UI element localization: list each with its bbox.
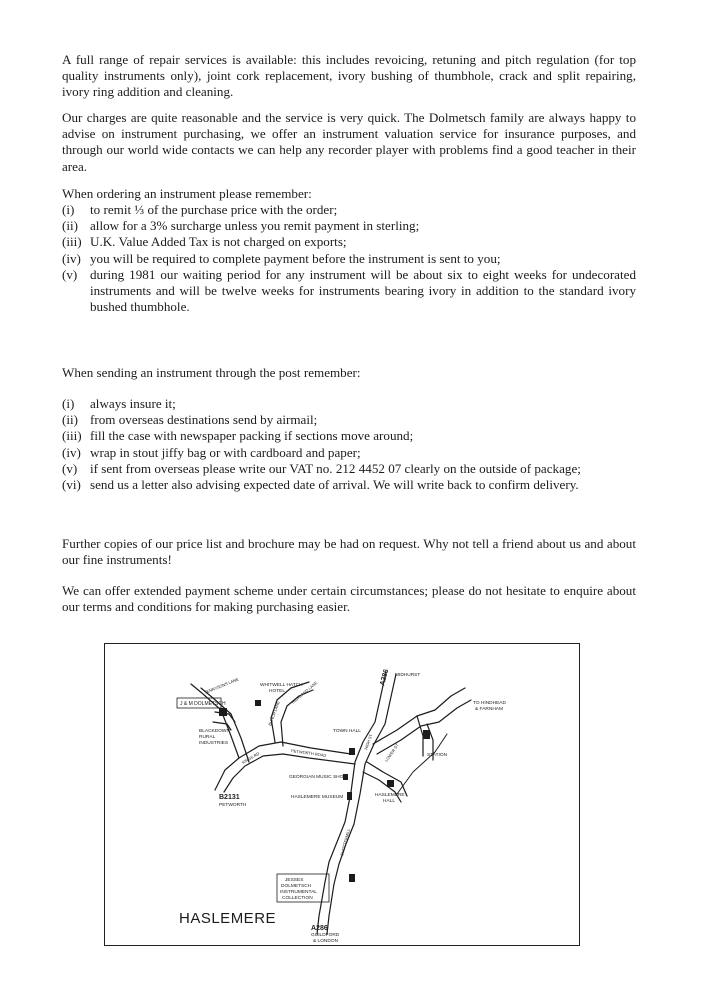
list-item: (iv) wrap in stout jiffy bag or with cardboard and paper; bbox=[62, 444, 361, 460]
map-drawing bbox=[105, 644, 581, 947]
charges-paragraph: Our charges are quite reasonable and the service is very quick. The Dolmetsch family are always happy to advise on instrument purchasing, we offer an instrument valuation service for insurance purposes, and through our world wide contacts we can help any recorder player with problems find a good teacher in their area. bbox=[62, 110, 636, 174]
list-item: (iii) U.K. Value Added Tax is not charged on exports; bbox=[62, 234, 347, 250]
hindhead-label: TO HINDHEAD bbox=[473, 701, 506, 706]
petworth-road-label: PETWORTH ROAD bbox=[290, 748, 327, 758]
whitwell-hatch-marker bbox=[255, 700, 261, 706]
hall-marker bbox=[387, 780, 394, 787]
kings-road-label: KINGS RD bbox=[241, 750, 261, 765]
midhurst-label: MIDHURST bbox=[395, 673, 421, 678]
ordering-heading: When ordering an instrument please remember: bbox=[62, 186, 312, 201]
copies-paragraph: Further copies of our price list and brochure may be had on request. Why not tell a friend about us and about our fine instruments! bbox=[62, 536, 636, 568]
guildford-label-line2: & LONDON bbox=[313, 939, 339, 944]
list-item: (i) always insure it; bbox=[62, 396, 176, 411]
whitwell-label: WHITWELL HATCH bbox=[260, 683, 303, 688]
jesses-label-line3: INSTRUMENTAL bbox=[280, 890, 317, 895]
list-item: (iii) fill the case with newspaper packing if sections move around; bbox=[62, 428, 414, 444]
repairs-paragraph: A full range of repair services is available: this includes revoicing, retuning and pitch regulation (for top quality instruments only), joint cork replacement, ivory bushing of thumbhole, crack and split repairing, ivory ring addition and cleaning. bbox=[62, 52, 636, 100]
ordering-list bbox=[62, 202, 636, 315]
station-label: STATION bbox=[427, 753, 448, 758]
blackdown-label: BLACKDOWN bbox=[199, 729, 230, 734]
georgian-music-shop-label: GEORGIAN MUSIC SHOP bbox=[289, 775, 347, 780]
town-hall-marker bbox=[349, 748, 355, 755]
station-marker bbox=[423, 730, 430, 739]
payment-paragraph: We can offer extended payment scheme under certain circumstances; please do not hesitate to enquire about our terms and conditions for making purchasing easier. bbox=[62, 583, 636, 615]
list-item: (v) if sent from overseas please write our VAT no. 212 4452 07 clearly on the outside of package; bbox=[62, 460, 581, 476]
museum-marker bbox=[347, 792, 352, 800]
haslemere-hall-label: HASLEMERE bbox=[375, 793, 405, 798]
jesses-label-line4: COLLECTION bbox=[282, 896, 313, 901]
high-street-label: HIGH ST bbox=[363, 733, 374, 751]
list-item: (ii) from overseas destinations send by airmail; bbox=[62, 412, 318, 428]
a286-south-label: A286 bbox=[311, 925, 328, 932]
blackdown-label-line2: RURAL bbox=[199, 735, 216, 740]
jesses-collection-marker bbox=[349, 874, 355, 882]
guildford-label: GUILDFORD bbox=[311, 933, 340, 938]
map-title: HASLEMERE bbox=[179, 910, 277, 927]
list-item: (iv) you will be required to complete payment before the instrument is sent to you; bbox=[62, 250, 501, 266]
hindhead-label-line2: & FARNHAM bbox=[475, 707, 503, 712]
bunch-lane-label: BUNCH LANE bbox=[267, 700, 281, 727]
haslemere-hall-label-line2: HALL bbox=[383, 799, 395, 804]
dolmetsch-workshop-marker bbox=[219, 708, 227, 716]
sending-heading: When sending an instrument through the post remember: bbox=[62, 365, 361, 380]
shottermill-label: SHOTTERMILL bbox=[339, 827, 352, 857]
petworth-label: PETWORTH bbox=[219, 803, 247, 808]
town-hall-label: TOWN HALL bbox=[333, 729, 361, 734]
a286-north-label: A286 bbox=[379, 668, 391, 687]
whitwell-label-line2: HOTEL bbox=[269, 689, 285, 694]
highland-lane-label: HIGHLAND LANE bbox=[290, 680, 319, 705]
list-item: (i) to remit ⅓ of the purchase price with the order; bbox=[62, 202, 338, 217]
lower-street-label: LOWER ST bbox=[383, 742, 400, 763]
list-item: (vi) send us a letter also advising expected date of arrival. We will write back to confirm delivery. bbox=[62, 477, 579, 493]
list-item: (ii) allow for a 3% surcharge unless you remit payment in sterling; bbox=[62, 218, 420, 234]
jesses-label-line2: DOLMETSCH bbox=[281, 884, 312, 889]
tennysons-lane-label: TENNYSONS LANE bbox=[203, 676, 240, 695]
blackdown-label-line3: INDUSTRIES bbox=[199, 741, 229, 746]
jesses-label: JESSES bbox=[285, 878, 304, 883]
jm-dolmetsch-label: J & M DOLMETSCH bbox=[180, 701, 226, 707]
location-map bbox=[104, 643, 580, 946]
list-item: (v) during 1981 our waiting period for any instrument will be about six to eight weeks for undecorated instruments and will be twelve weeks for instruments bearing ivory in addition to the standard ivory bushed thumbhole. bbox=[62, 266, 636, 315]
b2131-label: B2131 bbox=[219, 794, 240, 801]
haslemere-museum-label: HASLEMERE MUSEUM bbox=[291, 795, 344, 800]
sending-list bbox=[62, 396, 636, 493]
